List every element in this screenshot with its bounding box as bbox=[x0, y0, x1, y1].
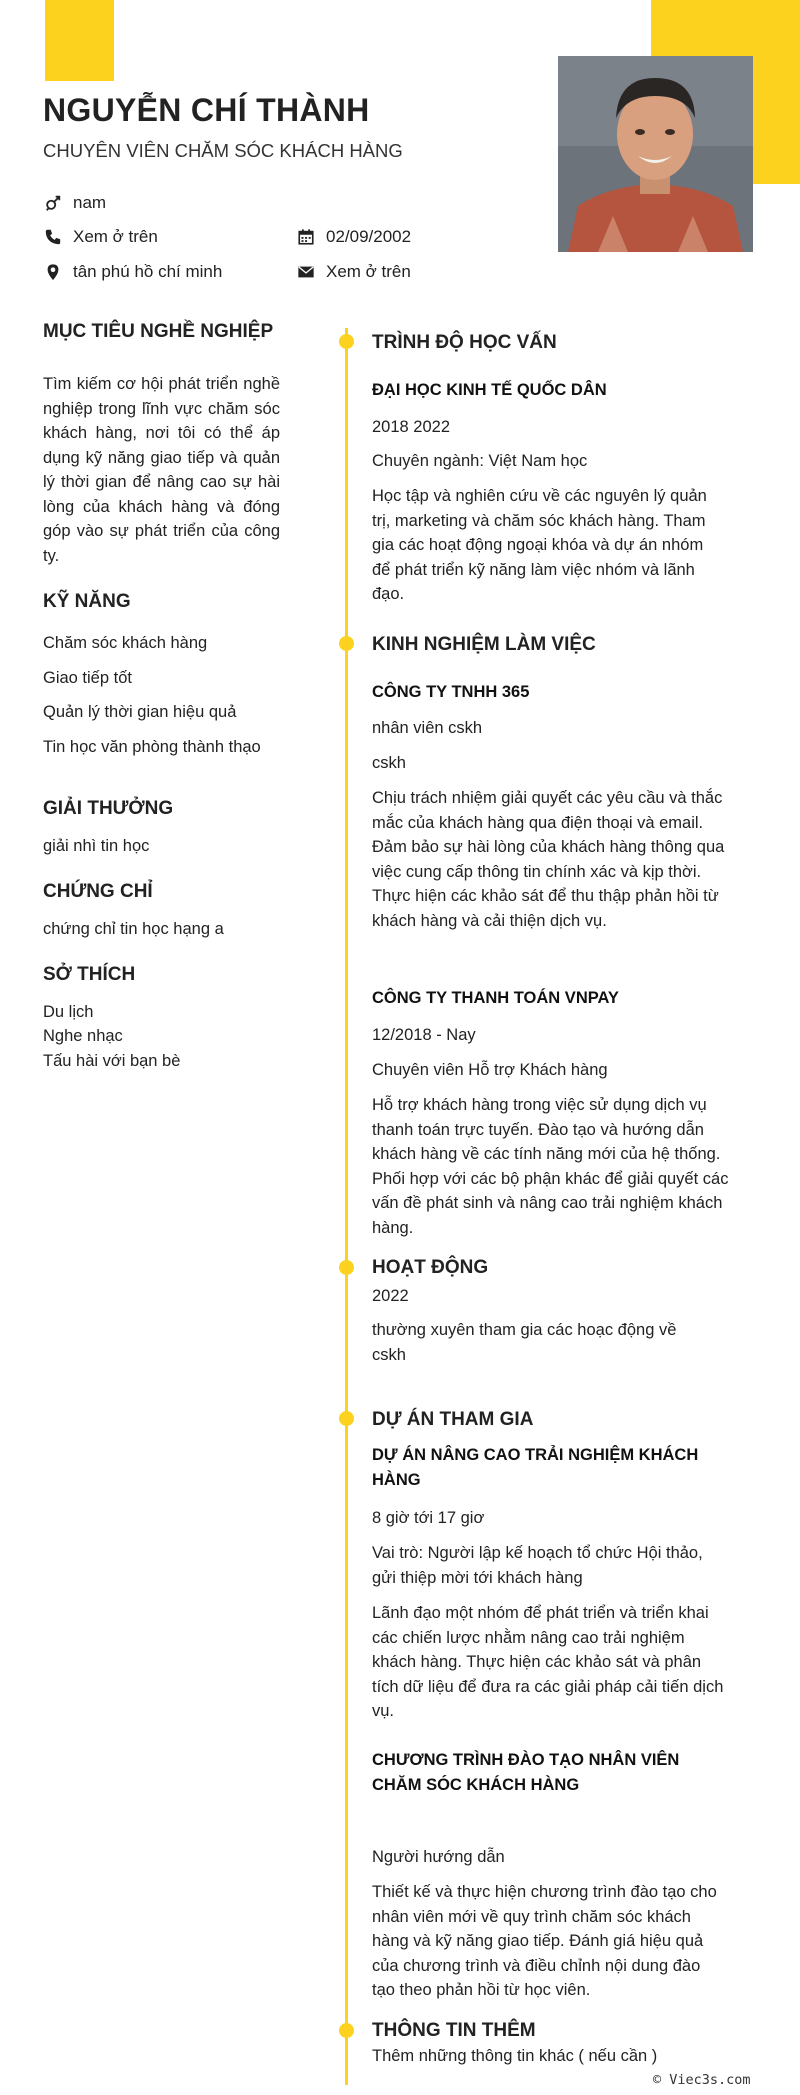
phone-value: Xem ở trên bbox=[73, 227, 158, 246]
timeline-line bbox=[345, 328, 348, 2085]
awards-heading: GIẢI THƯỞNG bbox=[43, 798, 174, 819]
timeline-dot bbox=[339, 334, 354, 349]
skill-item: Quản lý thời gian hiệu quả bbox=[43, 703, 237, 721]
project-role: Người hướng dẫn bbox=[372, 1848, 505, 1866]
job-period: nhân viên cskh bbox=[372, 719, 483, 737]
skills-heading: KỸ NĂNG bbox=[43, 591, 131, 612]
hobbies-heading: SỞ THÍCH bbox=[43, 964, 136, 985]
contact-phone bbox=[43, 227, 158, 247]
phone-icon bbox=[43, 227, 63, 247]
project-desc: Lãnh đạo một nhóm để phát triển và triển khai các chiến lược nhằm nâng cao trải nghiệm khách hàng. Thực hiện các khảo sát và phân tích dữ liệu để đưa ra các giải pháp cải tiến dịch vụ. bbox=[372, 1604, 724, 1720]
education-major: Chuyên ngành: Việt Nam học bbox=[372, 452, 588, 470]
education-years: 2018 2022 bbox=[372, 418, 450, 436]
skill-item: Giao tiếp tốt bbox=[43, 669, 132, 687]
project-time: 8 giờ tới 17 giơ bbox=[372, 1509, 485, 1527]
yellow-decor-left bbox=[45, 0, 114, 81]
email-value: Xem ở trên bbox=[326, 262, 411, 281]
candidate-title: CHUYÊN VIÊN CHĂM SÓC KHÁCH HÀNG bbox=[43, 140, 403, 161]
activities-heading: HOẠT ĐỘNG bbox=[372, 1257, 489, 1278]
birthday-value: 02/09/2002 bbox=[326, 227, 412, 246]
objective-text: Tìm kiếm cơ hội phát triển nghề nghiệp trong lĩnh vực chăm sóc khách hàng, nơi tôi có thể áp dụng kỹ năng giao tiếp và quản lý thời gian để nâng cao sự hài lòng của khách hàng và đóng góp vào sự phát triển của công ty. bbox=[43, 375, 280, 565]
project-role: Vai trò: Người lập kế hoạch tổ chức Hội thảo, gửi thiệp mời tới khách hàng bbox=[372, 1544, 703, 1587]
timeline-dot bbox=[339, 1411, 354, 1426]
education-heading: TRÌNH ĐỘ HỌC VẤN bbox=[372, 332, 557, 353]
job-role: cskh bbox=[372, 754, 406, 772]
job-role: Chuyên viên Hỗ trợ Khách hàng bbox=[372, 1061, 608, 1079]
timeline-dot bbox=[339, 1260, 354, 1275]
contact-gender bbox=[43, 193, 106, 213]
certificate-item: chứng chỉ tin học hạng a bbox=[43, 920, 224, 938]
hobby-item: Nghe nhạc bbox=[43, 1027, 123, 1045]
gender-icon bbox=[43, 193, 63, 213]
project-name: DỰ ÁN NÂNG CAO TRẢI NGHIỆM KHÁCH HÀNG bbox=[372, 1446, 699, 1489]
job-desc: Hỗ trợ khách hàng trong việc sử dụng dịch vụ thanh toán trực tuyến. Đào tạo và hướng dẫn khách hàng về các tính năng mới của hệ thống. Phối hợp với các bộ phận khác để giải quyết các vấn đề phát sinh và nâng cao trải nghiệm khách hàng. bbox=[372, 1096, 729, 1237]
job-company: CÔNG TY THANH TOÁN VNPAY bbox=[372, 989, 619, 1007]
projects-heading: DỰ ÁN THAM GIA bbox=[372, 1409, 534, 1430]
skill-item: Chăm sóc khách hàng bbox=[43, 634, 208, 652]
objective-heading: MỤC TIÊU NGHỀ NGHIỆP bbox=[43, 321, 274, 342]
address-value: tân phú hồ chí minh bbox=[73, 262, 223, 281]
mail-icon bbox=[296, 262, 316, 282]
education-school: ĐẠI HỌC KINH TẾ QUỐC DÂN bbox=[372, 381, 607, 399]
skill-item: Tin học văn phòng thành thạo bbox=[43, 738, 261, 756]
calendar-icon bbox=[296, 227, 316, 247]
extra-text: Thêm những thông tin khác ( nếu cần ) bbox=[372, 2047, 658, 2065]
hobby-item: Du lịch bbox=[43, 1003, 94, 1021]
job-period: 12/2018 - Nay bbox=[372, 1026, 476, 1044]
certificates-heading: CHỨNG CHỈ bbox=[43, 881, 153, 902]
contact-address bbox=[43, 262, 222, 282]
contact-email bbox=[296, 262, 411, 282]
award-item: giải nhì tin học bbox=[43, 837, 150, 855]
location-icon bbox=[43, 262, 63, 282]
job-desc: Chịu trách nhiệm giải quyết các yêu cầu và thắc mắc của khách hàng qua điện thoại và email. Đảm bảo sự hài lòng của khách hàng thông qua việc cung cấp thông tin chính xác và kịp thời. Thực hiện các khảo sát để thu thập phản hồi từ khách hàng và cải thiện dịch vụ. bbox=[372, 789, 725, 930]
profile-photo bbox=[558, 56, 753, 252]
extra-heading: THÔNG TIN THÊM bbox=[372, 2020, 536, 2041]
project-name: CHƯƠNG TRÌNH ĐÀO TẠO NHÂN VIÊN CHĂM SÓC KHÁCH HÀNG bbox=[372, 1751, 680, 1794]
gender-value: nam bbox=[73, 193, 107, 212]
activity-desc: thường xuyên tham gia các hoạc động về cskh bbox=[372, 1321, 677, 1364]
contact-birthday bbox=[296, 227, 411, 247]
timeline-dot bbox=[339, 2023, 354, 2038]
experience-heading: KINH NGHIỆM LÀM VIỆC bbox=[372, 634, 596, 655]
education-desc: Học tập và nghiên cứu về các nguyên lý quản trị, marketing và chăm sóc khách hàng. Tham gia các hoạt động ngoại khóa và dự án nhóm để phát triển kỹ năng làm việc nhóm và lãnh đạo. bbox=[372, 487, 707, 603]
hobby-item: Tấu hài với bạn bè bbox=[43, 1052, 181, 1070]
job-company: CÔNG TY TNHH 365 bbox=[372, 683, 530, 701]
activity-year: 2022 bbox=[372, 1287, 409, 1305]
timeline-dot bbox=[339, 636, 354, 651]
project-desc: Thiết kế và thực hiện chương trình đào tạo cho nhân viên mới về quy trình chăm sóc khách hàng và kỹ năng giao tiếp. Đánh giá hiệu quả của chương trình và điều chỉnh nội dung đào tạo theo phản hồi từ học viên. bbox=[372, 1883, 717, 1999]
candidate-name: NGUYỄN CHÍ THÀNH bbox=[43, 92, 370, 128]
footer-credit: © Viec3s.com bbox=[653, 2072, 751, 2088]
